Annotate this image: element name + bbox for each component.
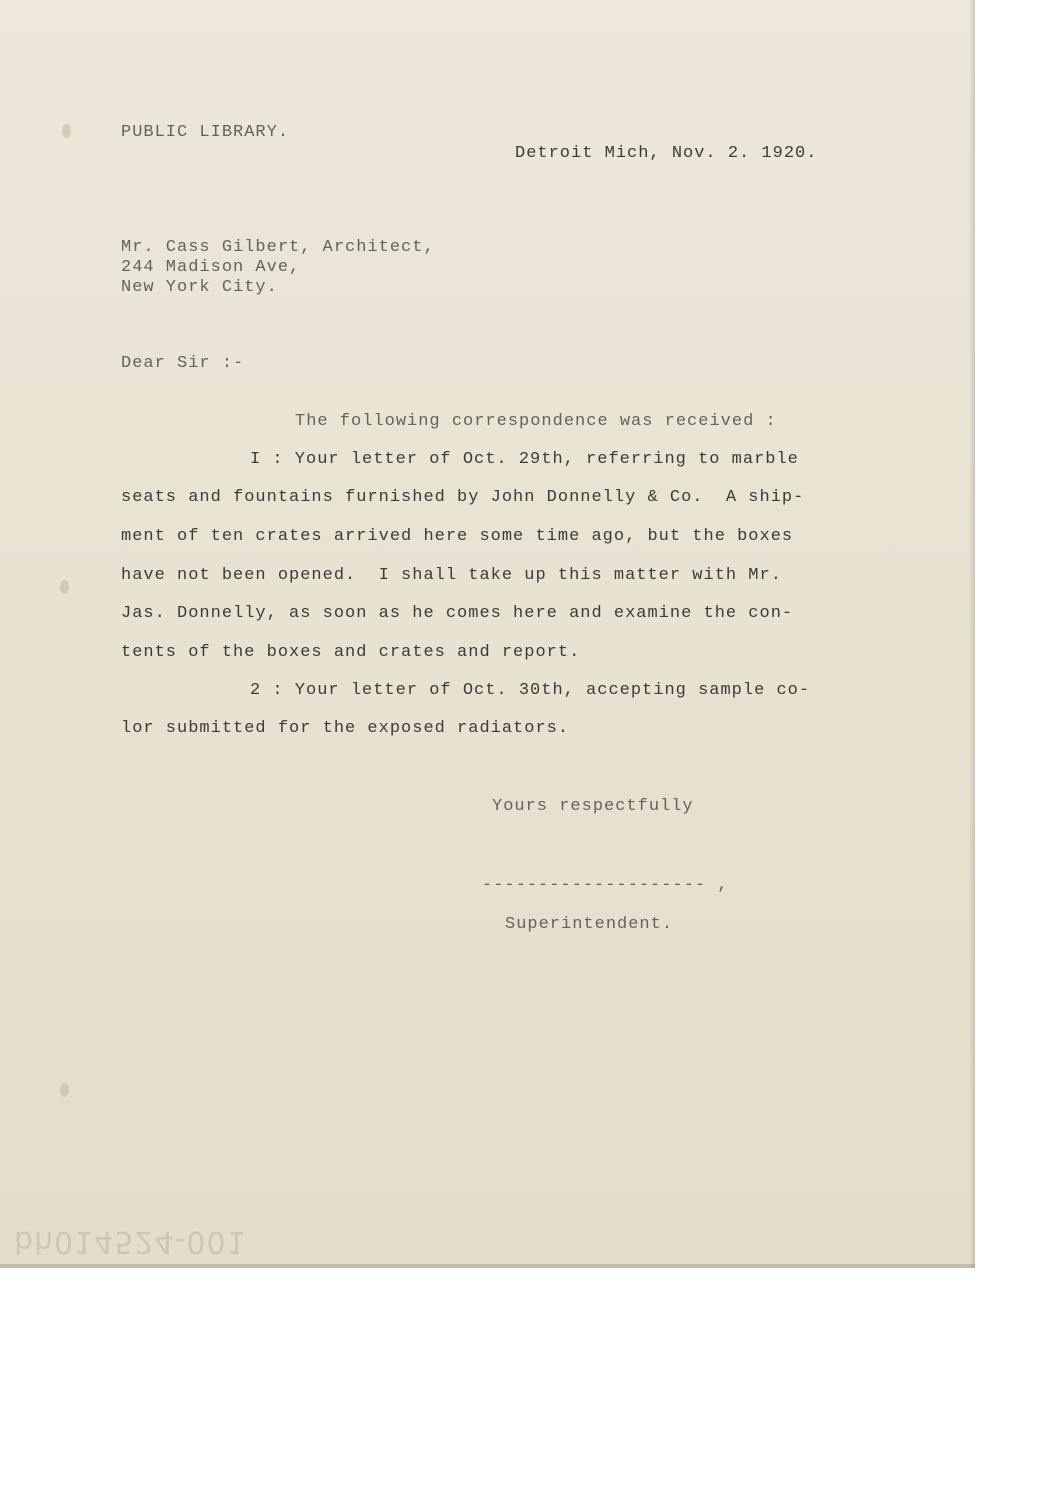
punch-hole-bottom: [60, 1083, 69, 1097]
dateline: Detroit Mich, Nov. 2. 1920.: [515, 144, 818, 163]
signature-line: -------------------- ,: [482, 876, 729, 895]
sheet-bottom-edge: [0, 1264, 975, 1268]
sheet-edge-shadow: [969, 0, 975, 1268]
recipient-line-2: 244 Madison Ave,: [121, 258, 301, 277]
punch-hole-middle: [60, 580, 69, 594]
body-item1-line: tents of the boxes and crates and report.: [121, 643, 581, 662]
punch-hole-top: [62, 124, 71, 138]
body-item1-line: ment of ten crates arrived here some time ago, but the boxes: [121, 527, 794, 546]
letterhead: PUBLIC LIBRARY.: [121, 123, 290, 142]
body-item1-line: Jas. Donnelly, as soon as he comes here and examine the con-: [121, 604, 794, 623]
signature-title: Superintendent.: [505, 915, 674, 934]
recipient-line-1: Mr. Cass Gilbert, Architect,: [121, 238, 435, 257]
archive-stamp: bh014524-001: [14, 1224, 247, 1259]
body-item1-line: seats and fountains furnished by John Donnelly & Co. A ship-: [121, 488, 805, 507]
salutation: Dear Sir :-: [121, 354, 245, 373]
body-item1-line: have not been opened. I shall take up this matter with Mr.: [121, 566, 782, 585]
closing: Yours respectfully: [492, 797, 694, 816]
recipient-line-3: New York City.: [121, 278, 278, 297]
body-item2-line: 2 : Your letter of Oct. 30th, accepting sample co-: [250, 681, 811, 700]
body-intro: The following correspondence was received :: [295, 412, 777, 431]
body-item1-line: I : Your letter of Oct. 29th, referring to marble: [250, 450, 799, 469]
body-item2-line: lor submitted for the exposed radiators.: [121, 719, 570, 738]
